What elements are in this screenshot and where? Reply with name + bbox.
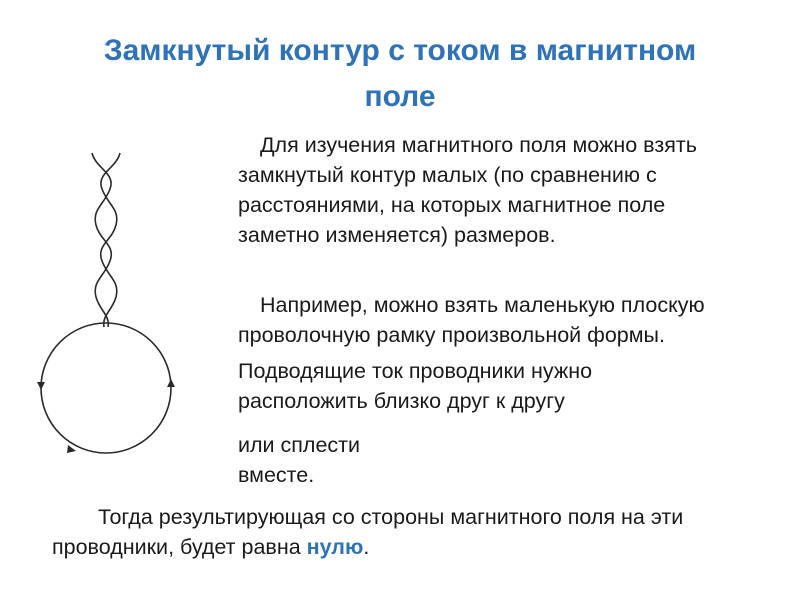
conclusion-highlight-zero: нулю xyxy=(306,535,364,559)
wire-loop xyxy=(41,323,171,453)
paragraph-conclusion xyxy=(52,502,762,562)
title-line-1: Замкнутый контур с током в магнитном xyxy=(103,34,697,67)
slide-title xyxy=(0,28,800,120)
paragraph-loop-size: Для изучения магнитного поля можно взять замкнутый контур малых (по сравнению с расстояниями, на которых магнитное поле заметно изменяется) размеров. xyxy=(238,133,697,247)
current-arrow-left xyxy=(37,382,45,390)
conclusion-period: . xyxy=(363,535,370,559)
current-arrow-bottom xyxy=(67,445,76,453)
conclusion-text: Тогда результирующая со стороны магнитного поля на эти проводники, будет равна xyxy=(52,505,684,559)
current-loop-diagram xyxy=(30,145,190,465)
paragraph-example-frame: Например, можно взять маленькую плоскую проволочную рамку произвольной формы. xyxy=(238,293,705,347)
current-arrow-right xyxy=(167,379,175,387)
paragraph-twist-together: или сплести вместе. xyxy=(238,433,361,487)
paragraph-lead-wires: Подводящие ток проводники нужно расположить близко друг к другу xyxy=(238,359,593,413)
title-line-2: поле xyxy=(364,80,436,113)
